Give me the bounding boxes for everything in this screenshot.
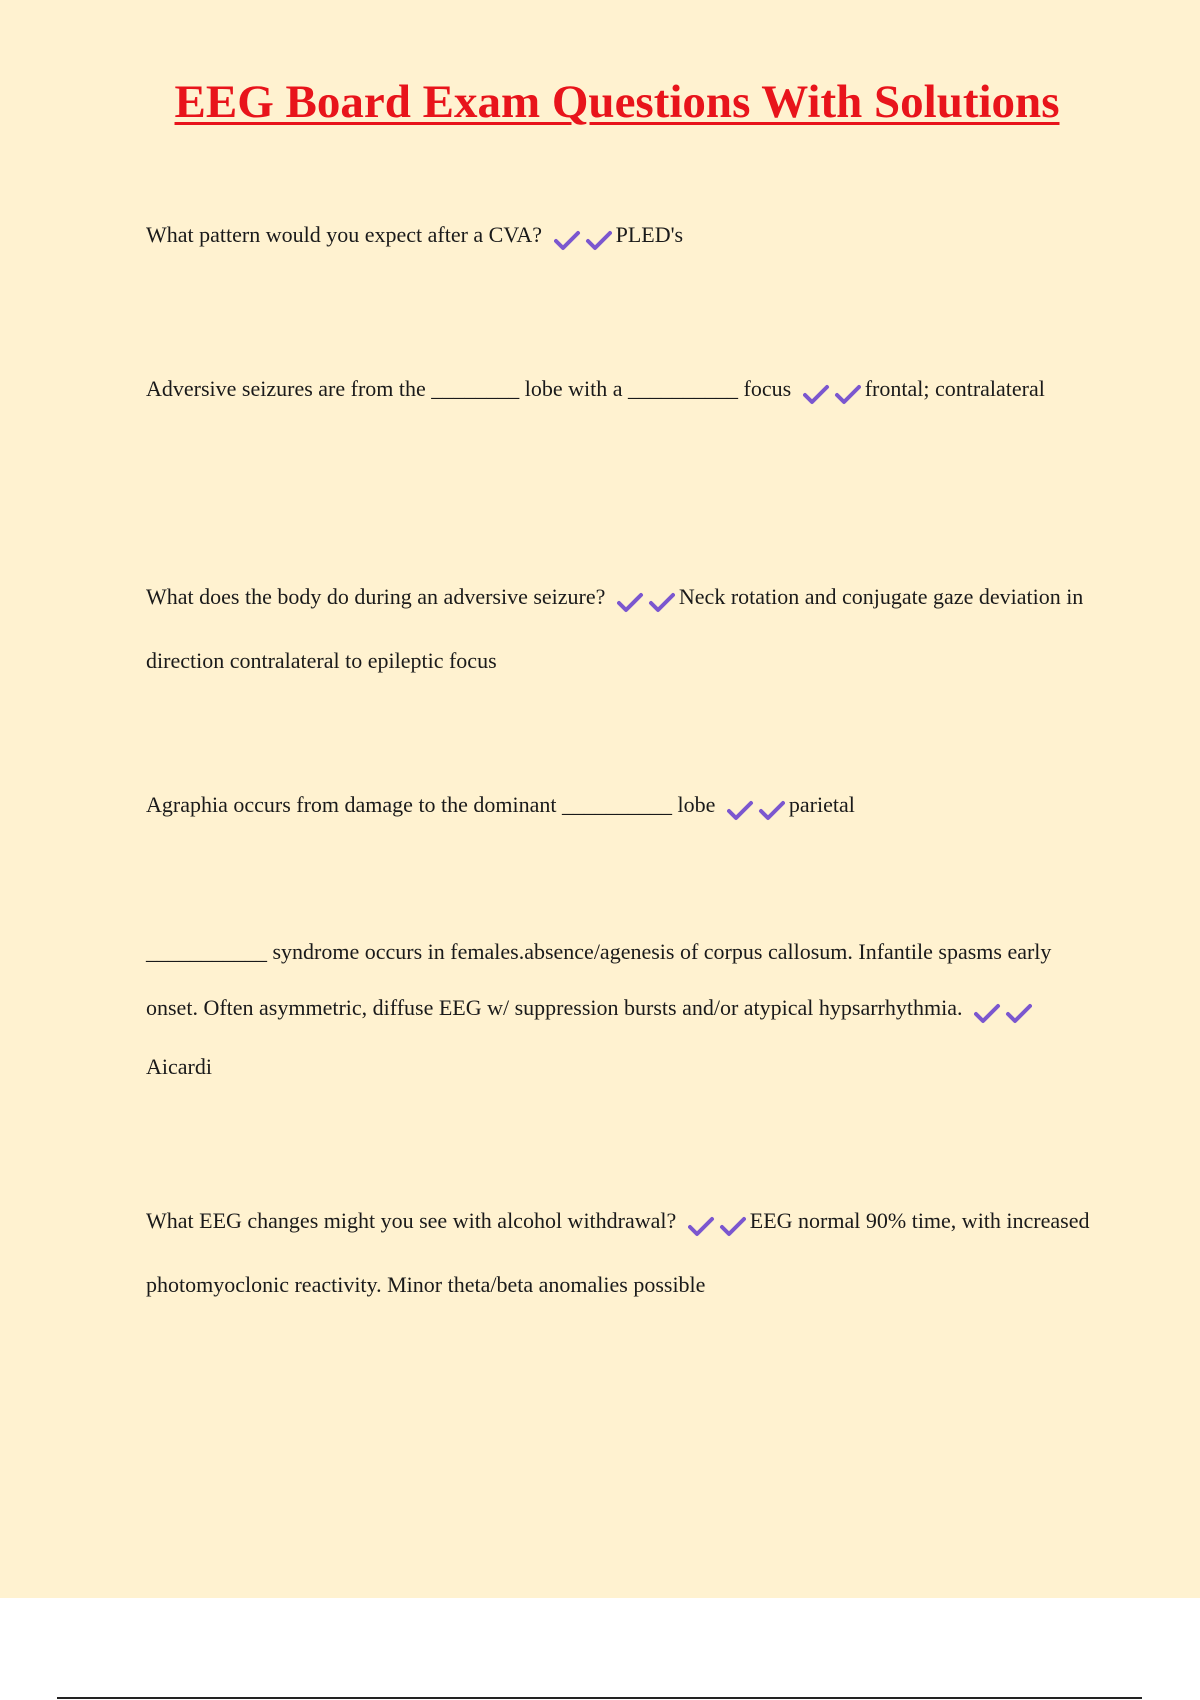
question-text: What pattern would you expect after a CVA? (146, 222, 543, 247)
question-text: What EEG changes might you see with alcohol withdrawal? (146, 1208, 677, 1233)
answer-text: Neck rotation and conjugate gaze deviation in direction contralateral to epileptic focus (146, 584, 1084, 673)
double-check-icon (803, 361, 861, 422)
answer-text: frontal; contralateral (864, 376, 1045, 401)
question-text: ___________ syndrome occurs in females.absence/agenesis of corpus callosum. Infantile spasms early onset. Often asymmetric, diffuse EEG w/ suppression bursts and/or atypical hypsarrhythmia. (146, 939, 1052, 1020)
question-text: What does the body do during an adversive seizure? (146, 584, 606, 609)
qa-item-3 (146, 566, 1096, 691)
double-check-icon (727, 777, 785, 838)
qa-item-5 (146, 924, 1096, 1095)
double-check-icon (617, 569, 675, 630)
document-title: EEG Board Exam Questions With Solutions (174, 76, 1060, 128)
question-text: Agraphia occurs from damage to the dominant __________ lobe (146, 792, 716, 817)
double-check-icon (554, 207, 612, 268)
qa-item-1 (146, 204, 1096, 268)
answer-text: PLED's (615, 222, 684, 247)
answer-text: EEG normal 90% time, with increased photomyoclonic reactivity. Minor theta/beta anomalies possible (146, 1208, 1090, 1297)
footer-divider (57, 1697, 1142, 1699)
qa-item-4 (146, 774, 1096, 838)
answer-text: parietal (788, 792, 855, 817)
double-check-icon (688, 1193, 746, 1254)
double-check-icon (974, 983, 1032, 1039)
question-text: Adversive seizures are from the ________ lobe with a __________ focus (146, 376, 792, 401)
answer-text: Aicardi (146, 1054, 212, 1079)
qa-item-2 (146, 358, 1096, 422)
qa-item-6 (146, 1190, 1096, 1315)
